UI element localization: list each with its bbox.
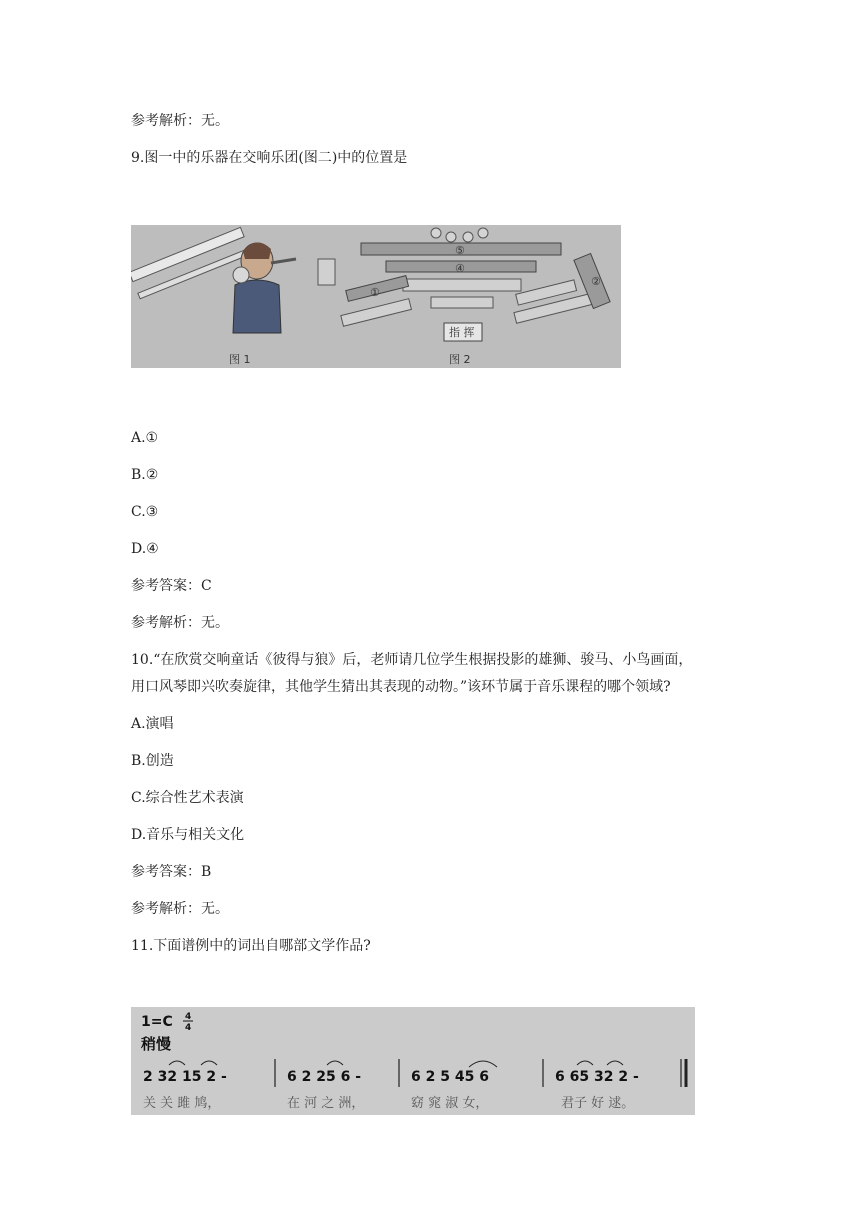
q10-option-c: C.综合性艺术表演 [131, 790, 244, 806]
q10-option-d: D.音乐与相关文化 [131, 827, 245, 843]
mark-4: ④ [455, 262, 465, 275]
figure-1-caption: 图 1 [229, 353, 251, 366]
q9-option-d: D.④ [131, 541, 159, 557]
question-9-stem: 9.图一中的乐器在交响乐团(图二)中的位置是 [131, 150, 408, 166]
conductor-label: 指 挥 [449, 326, 475, 339]
q9-option-b: B.② [131, 467, 159, 483]
score-tempo: 稍慢 [141, 1035, 172, 1053]
q10-analysis: 参考解析：无。 [131, 901, 229, 917]
figure-2-caption: 图 2 [449, 353, 471, 366]
lyric-phrase-3: 窈 窕 淑 女， [411, 1096, 489, 1111]
mark-5: ⑤ [455, 244, 465, 257]
mark-1: ① [370, 286, 380, 299]
question-11-stem: 11.下面谱例中的词出自哪部文学作品? [131, 938, 371, 954]
score-time-bottom: 4 [185, 1023, 192, 1033]
q9-answer: 参考答案：C [131, 578, 212, 594]
q9-option-a: A.① [131, 430, 159, 446]
music-score-figure [131, 1007, 695, 1115]
score-time-top: 4 [185, 1012, 192, 1022]
q10-answer: 参考答案：B [131, 864, 212, 880]
q10-option-b: B.创造 [131, 753, 174, 769]
score-measure-1: 2 32 15 2 - [143, 1069, 227, 1085]
prev-analysis: 参考解析：无。 [131, 113, 229, 129]
score-measure-2: 6 2 25 6 - [287, 1069, 362, 1085]
lyric-phrase-4: 君子 好 逑。 [561, 1096, 635, 1111]
q9-analysis: 参考解析：无。 [131, 615, 229, 631]
orchestra-figure [131, 225, 621, 368]
lyric-phrase-1: 关 关 雎 鸠， [143, 1096, 221, 1111]
score-measure-4: 6 65 32 2 - [555, 1069, 639, 1085]
q10-option-a: A.演唱 [131, 716, 174, 732]
question-10-stem-line2: 用口风琴即兴吹奏旋律，其他学生猜出其表现的动物。”该环节属于音乐课程的哪个领域? [131, 679, 671, 695]
lyric-phrase-2: 在 河 之 洲， [287, 1096, 365, 1111]
question-10-stem-line1: 10.“在欣赏交响童话《彼得与狼》后，老师请几位学生根据投影的雄狮、骏马、小鸟画面， [131, 652, 693, 668]
q9-option-c: C.③ [131, 504, 159, 520]
mark-2: ② [591, 275, 601, 288]
score-measure-3: 6 2 5 45 6 [411, 1069, 489, 1085]
score-key: 1=C [141, 1014, 173, 1030]
